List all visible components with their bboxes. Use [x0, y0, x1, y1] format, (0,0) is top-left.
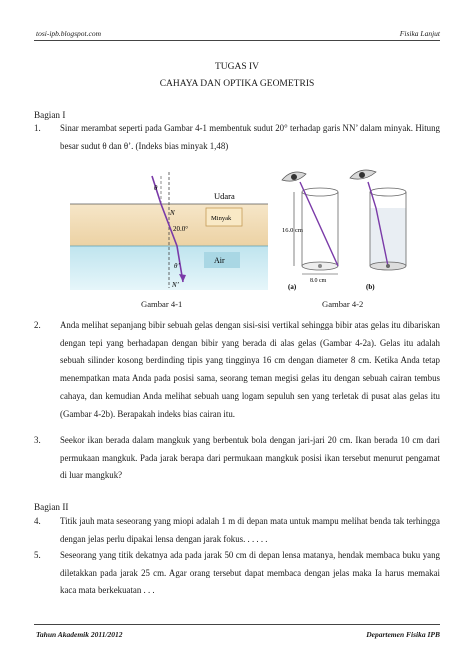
section-heading-1: Bagian I: [34, 110, 66, 120]
question-number: 2.: [34, 320, 41, 330]
width-label: 8.0 cm: [310, 278, 327, 284]
glass-a: [300, 182, 338, 270]
question-text: Titik jauh mata seseorang yang miopi adalah 1 m di depan mata untuk mampu melihat benda tak terhingga dengan jelas perlu dipakai lensa dengan jarak fokus. . . . . .: [60, 516, 440, 544]
figure-4-1-caption: Gambar 4-1: [141, 299, 183, 309]
normal-label-n-prime: N’: [172, 281, 179, 289]
figure-4-2-caption: Gambar 4-2: [322, 299, 364, 309]
panel-a-label: (a): [288, 283, 297, 291]
question-text: Anda melihat sepanjang bibir sebuah gelas dengan sisi-sisi vertikal sehingga bibir atas gelas itu dibariskan dengan tepi yang berhadapan dengan bibir yang berada di alas gelas (Gambar 4-2a). Gelas itu adalah sebuah silinder kosong berdinding tipis yang tingginya 16 cm dengan diameter 8 cm. Ketika Anda tetap menempatkan mata Anda pada posisi sama, seorang teman megisi gelas itu dengan sebuah cairan tembus cahaya, dan kemudian Anda melihat sebuah uang logam sepuluh sen yang terletak di pusat alas gelas itu (Gambar 4-2b). Berapakah indeks bias cairan itu.: [60, 320, 440, 419]
question-1: [34, 120, 440, 155]
oil-label: Minyak: [211, 215, 232, 222]
eye-icon-b: [350, 170, 376, 179]
question-text: Seekor ikan berada dalam mangkuk yang berbentuk bola dengan jari-jari 20 cm. Ikan berada 10 cm dari permukaan mangkuk. Pada jarak berapa dari permukaan mangkuk posisi ikan tersebut menurut pengamat di luar mangkuk?: [60, 435, 440, 481]
page-subtitle: CAHAYA DAN OPTIKA GEOMETRIS: [159, 79, 315, 89]
question-number: 4.: [34, 516, 41, 526]
question-3: [34, 432, 440, 485]
eye-icon: [282, 172, 306, 181]
glass-b: [368, 182, 406, 270]
question-number: 1.: [34, 123, 41, 133]
question-number: 3.: [34, 435, 41, 445]
header-rule: [34, 40, 440, 41]
question-number: 5.: [34, 550, 41, 560]
question-4: [34, 513, 440, 548]
question-text: Seseorang yang titik dekatnya ada pada jarak 50 cm di depan lensa matanya, hendak membaca buku yang diletakkan pada jarak 25 cm. Agar orang tersebut dapat membaca dengan jelas maka Ia harus memakai kaca mata berkekuatan . . .: [60, 550, 440, 596]
theta-prime-label: θ’: [174, 262, 180, 270]
question-5: [34, 547, 440, 600]
section-heading-2: Bagian II: [34, 502, 69, 512]
panel-b-label: (b): [366, 283, 375, 291]
header-right: Fisika Lanjut: [399, 29, 440, 38]
normal-label-n: N: [170, 209, 175, 217]
air-label: Udara: [214, 191, 235, 201]
page-title: TUGAS IV: [214, 62, 260, 72]
figure-4-1: [70, 170, 268, 290]
water-label: Air: [214, 256, 225, 265]
theta-label: θ: [154, 184, 158, 192]
footer-rule: [34, 624, 440, 625]
question-2: [34, 317, 440, 423]
height-label: 16.0 cm: [282, 227, 303, 234]
question-text: Sinar merambat seperti pada Gambar 4-1 membentuk sudut 20° terhadap garis NN’ dalam minyak. Hitung besar sudut θ dan θ’. (Indeks bias minyak 1,48): [60, 123, 440, 151]
footer-left: Tahun Akademik 2011/2012: [36, 630, 123, 639]
angle-label: 20.0°: [173, 225, 189, 233]
figure-4-2: [280, 168, 430, 293]
footer-right: Departemen Fisika IPB: [366, 630, 440, 639]
header-left: tosi-ipb.blogspot.com: [36, 29, 101, 38]
